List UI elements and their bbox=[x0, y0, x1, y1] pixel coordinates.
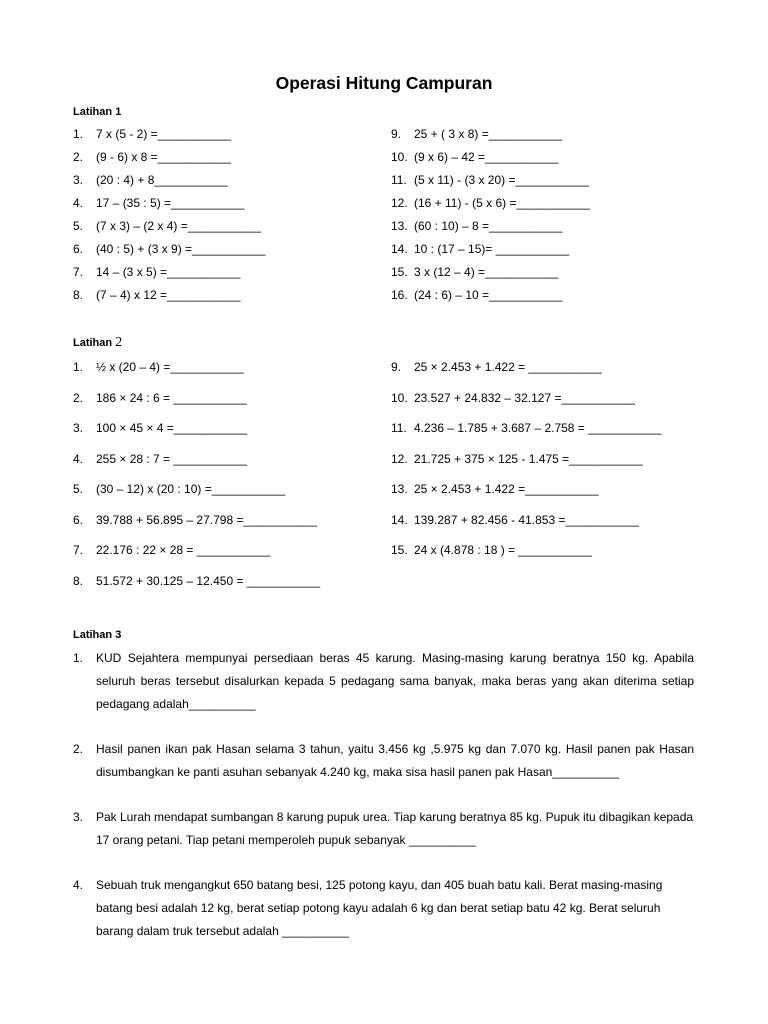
exercise-column-left bbox=[73, 352, 320, 596]
section-heading bbox=[73, 335, 122, 351]
word-problem-line: 17 orang petani. Tiap petani memperoleh pupuk sebanyak __________ bbox=[96, 832, 476, 847]
item-number: 6. bbox=[73, 512, 84, 527]
item-expression: 22.176 : 22 × 28 = ___________ bbox=[96, 543, 271, 557]
exercise-item bbox=[391, 444, 662, 475]
item-expression: (40 : 5) + (3 x 9) =___________ bbox=[96, 241, 266, 256]
item-expression: 21.725 + 375 × 125 - 1.475 =___________ bbox=[414, 451, 643, 466]
exercise-item bbox=[73, 474, 320, 505]
item-number: 2. bbox=[73, 741, 84, 756]
page-title: Operasi Hitung Campuran bbox=[275, 73, 493, 93]
exercise-item bbox=[73, 238, 265, 261]
word-problem-line: Sebuah truk mengangkut 650 batang besi, 125 potong kayu, dan 405 buah batu kali. Berat masing-masing bbox=[96, 877, 663, 892]
item-number: 3. bbox=[73, 172, 84, 187]
exercise-item bbox=[73, 261, 265, 284]
item-number: 7. bbox=[73, 543, 84, 557]
exercise-item bbox=[73, 284, 265, 307]
exercise-item bbox=[73, 169, 265, 192]
word-problem bbox=[73, 647, 694, 716]
exercise-column-right bbox=[391, 123, 590, 307]
item-number: 4. bbox=[73, 195, 84, 210]
item-number: 10. bbox=[391, 390, 408, 405]
section-heading-label: Latihan bbox=[73, 629, 113, 641]
item-number: 12. bbox=[391, 451, 408, 466]
exercise-item bbox=[73, 505, 320, 536]
word-problem-line: barang dalam truk tersebut adalah __________ bbox=[96, 923, 349, 938]
item-number: 2. bbox=[73, 149, 84, 164]
item-expression: (20 : 4) + 8___________ bbox=[96, 172, 228, 187]
exercise-item bbox=[391, 169, 590, 192]
item-number: 4. bbox=[73, 451, 84, 466]
item-number: 14. bbox=[391, 241, 408, 256]
item-expression: 23.527 + 24.832 – 32.127 =___________ bbox=[414, 390, 635, 405]
item-expression: 186 × 24 : 6 = ___________ bbox=[96, 390, 247, 405]
exercise-item bbox=[73, 192, 265, 215]
item-expression: (24 : 6) – 10 =___________ bbox=[414, 287, 563, 302]
item-number: 9. bbox=[391, 360, 402, 374]
item-expression: 7 x (5 - 2) =___________ bbox=[96, 126, 232, 141]
exercise-item bbox=[391, 146, 590, 169]
item-expression: ½ x (20 – 4) =___________ bbox=[96, 360, 244, 374]
item-number: 16. bbox=[391, 287, 408, 302]
exercise-item bbox=[391, 413, 662, 444]
item-number: 1. bbox=[73, 360, 84, 374]
word-problem-line: pedagang adalah__________ bbox=[96, 696, 256, 711]
exercise-item bbox=[391, 535, 662, 566]
item-expression: (9 - 6) x 8 =___________ bbox=[96, 149, 232, 164]
section-heading bbox=[73, 104, 121, 120]
exercise-item bbox=[73, 444, 320, 475]
item-number: 5. bbox=[73, 218, 84, 233]
item-number: 3. bbox=[73, 809, 84, 824]
exercise-item bbox=[73, 383, 320, 414]
exercise-item bbox=[73, 352, 320, 383]
item-expression: 100 × 45 × 4 =___________ bbox=[96, 421, 248, 435]
item-number: 4. bbox=[73, 877, 84, 892]
item-number: 8. bbox=[73, 287, 84, 302]
section-heading-number: 1 bbox=[115, 106, 122, 118]
word-problem-line: KUD Sejahtera mempunyai persediaan beras 45 karung. Masing-masing karung beratnya 150 kg. Apabila bbox=[96, 650, 694, 665]
item-number: 13. bbox=[391, 482, 408, 496]
exercise-item bbox=[73, 215, 265, 238]
item-number: 5. bbox=[73, 482, 84, 496]
item-number: 6. bbox=[73, 241, 84, 256]
exercise-item bbox=[73, 123, 265, 146]
item-expression: 25 × 2.453 + 1.422 = ___________ bbox=[414, 360, 602, 374]
item-number: 10. bbox=[391, 149, 408, 164]
item-number: 15. bbox=[391, 264, 408, 279]
item-expression: 14 – (3 x 5) =___________ bbox=[96, 264, 241, 279]
section-heading bbox=[73, 627, 121, 643]
item-expression: (16 + 11) - (5 x 6) =___________ bbox=[414, 195, 590, 210]
word-problem-list bbox=[73, 647, 694, 965]
exercise-item bbox=[391, 284, 590, 307]
section-heading-number: 3 bbox=[115, 629, 122, 641]
word-problem bbox=[73, 806, 694, 852]
exercise-item bbox=[391, 123, 590, 146]
exercise-item bbox=[73, 146, 265, 169]
exercise-item bbox=[391, 505, 662, 536]
exercise-item bbox=[391, 192, 590, 215]
exercise-item bbox=[391, 352, 662, 383]
item-expression: 17 – (35 : 5) =___________ bbox=[96, 195, 245, 210]
exercise-item bbox=[391, 474, 662, 505]
item-expression: (7 – 4) x 12 =___________ bbox=[96, 287, 241, 302]
exercise-item bbox=[73, 413, 320, 444]
item-number: 1. bbox=[73, 126, 84, 141]
section-heading-label: Latihan bbox=[73, 106, 113, 118]
word-problem-text bbox=[96, 806, 694, 852]
item-number: 3. bbox=[73, 421, 84, 435]
word-problem-line: seluruh beras tersebut disalurkan kepada 5 pedagang sama banyak, maka beras yang akan diterima setiap bbox=[96, 673, 694, 688]
word-problem-line: Pak Lurah mendapat sumbangan 8 karung pupuk urea. Tiap karung beratnya 85 kg. Pupuk itu dibagikan kepada bbox=[96, 809, 694, 824]
item-expression: 25 × 2.453 + 1.422 =___________ bbox=[414, 482, 599, 496]
item-number: 8. bbox=[73, 573, 84, 588]
exercise-item bbox=[73, 566, 320, 597]
exercise-item bbox=[391, 215, 590, 238]
word-problem-line: batang besi adalah 12 kg, berat setiap potong kayu adalah 6 kg dan berat setiap batu 42 kg. Berat seluruh bbox=[96, 900, 661, 915]
item-number: 2. bbox=[73, 390, 84, 405]
item-expression: 25 + ( 3 x 8) =___________ bbox=[414, 126, 563, 141]
item-expression: 255 × 28 : 7 = ___________ bbox=[96, 451, 247, 466]
word-problem-line: Hasil panen ikan pak Hasan selama 3 tahun, yaitu 3.456 kg ,5.975 kg dan 7.070 kg. Hasil panen pak Hasan bbox=[96, 741, 694, 756]
word-problem-text bbox=[96, 874, 694, 943]
exercise-item bbox=[391, 383, 662, 414]
word-problem-line: disumbangkan ke panti asuhan sebanyak 4.240 kg, maka sisa hasil panen pak Hasan__________ bbox=[96, 764, 620, 779]
item-expression: 10 : (17 – 15)= ___________ bbox=[414, 241, 570, 256]
item-number: 7. bbox=[73, 264, 84, 279]
item-number: 1. bbox=[73, 650, 84, 665]
item-number: 9. bbox=[391, 126, 402, 141]
word-problem bbox=[73, 874, 694, 943]
word-problem-text bbox=[96, 738, 694, 784]
item-expression: (30 – 12) x (20 : 10) =___________ bbox=[96, 482, 286, 496]
word-problem-text bbox=[96, 647, 694, 716]
item-expression: (5 x 11) - (3 x 20) =___________ bbox=[414, 172, 589, 187]
item-expression: (60 : 10) – 8 =___________ bbox=[414, 218, 563, 233]
item-number: 15. bbox=[391, 543, 408, 557]
item-expression: (9 x 6) – 42 =___________ bbox=[414, 149, 559, 164]
item-expression: (7 x 3) – (2 x 4) =___________ bbox=[96, 218, 262, 233]
item-expression: 39.788 + 56.895 – 27.798 =___________ bbox=[96, 512, 317, 527]
section-heading-number: 2 bbox=[115, 335, 123, 350]
item-expression: 51.572 + 30.125 – 12.450 = ___________ bbox=[96, 573, 321, 588]
item-expression: 24 x (4.878 : 18 ) = ___________ bbox=[414, 543, 592, 557]
item-number: 13. bbox=[391, 218, 408, 233]
item-number: 14. bbox=[391, 512, 408, 527]
item-number: 12. bbox=[391, 195, 408, 210]
exercise-item bbox=[73, 535, 320, 566]
word-problem bbox=[73, 738, 694, 784]
item-expression: 139.287 + 82.456 - 41.853 =___________ bbox=[414, 512, 639, 527]
item-number: 11. bbox=[391, 421, 407, 435]
item-expression: 4.236 – 1.785 + 3.687 – 2.758 = ___________ bbox=[414, 421, 662, 435]
section-heading-label: Latihan bbox=[73, 337, 113, 349]
exercise-column-right bbox=[391, 352, 662, 566]
item-number: 11. bbox=[391, 172, 407, 187]
exercise-column-left bbox=[73, 123, 265, 307]
exercise-item bbox=[391, 261, 590, 284]
item-expression: 3 x (12 – 4) =___________ bbox=[414, 264, 559, 279]
exercise-item bbox=[391, 238, 590, 261]
